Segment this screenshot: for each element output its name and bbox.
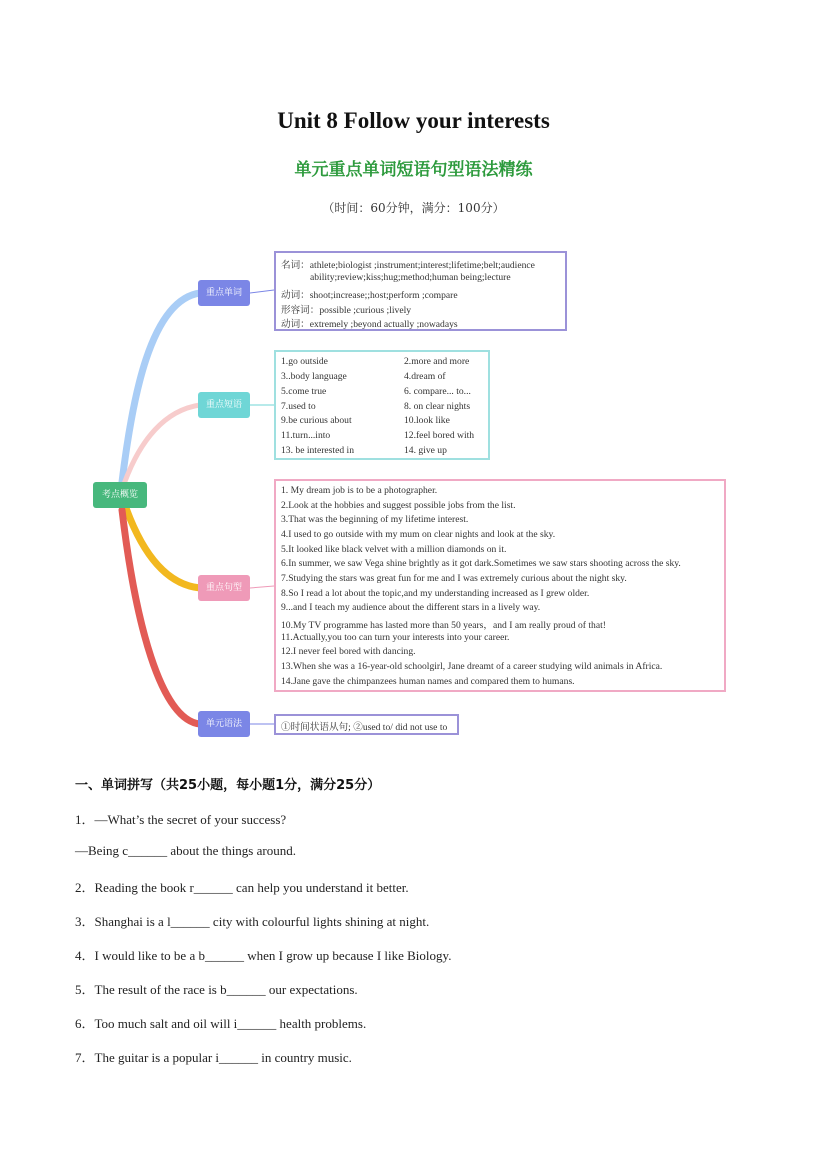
phrase-item: 10.look like xyxy=(404,415,450,426)
node-grammar: 单元语法 xyxy=(198,711,250,737)
page-subtitle: 单元重点单词短语句型语法精练 xyxy=(294,160,533,180)
time-info: （时间：60分钟，满分：100分） xyxy=(322,201,505,215)
phrase-item: 3..body language xyxy=(281,371,347,382)
sentence-item: 6.In summer, we saw Vega shine brightly as it got dark.Sometimes we saw stars shooting across the sky. xyxy=(281,558,681,569)
words-line: 动词：shoot;increase;;host;perform ;compare xyxy=(281,290,458,301)
grammar-box xyxy=(274,714,459,735)
node-key-sentences: 重点句型 xyxy=(198,575,250,601)
question-3: 3．Shanghai is a l______ city with colourful lights shining at night. xyxy=(75,914,430,929)
phrase-item: 8. on clear nights xyxy=(404,401,471,412)
sentence-item: 8.So I read a lot about the topic,and my understanding increased as I grew older. xyxy=(281,588,590,599)
sentence-item: 7.Studying the stars was great fun for me and I was extremely curious about the night sky. xyxy=(281,573,627,584)
key-words-box xyxy=(274,251,567,331)
question-1: 1．—What’s the secret of your success? xyxy=(75,812,287,827)
phrase-item: 7.used to xyxy=(281,401,316,412)
branch-phrases xyxy=(124,405,200,484)
sentence-item: 13.When she was a 16-year-old schoolgirl, Jane dreamt of a career studying wild animals in Africa. xyxy=(281,661,663,672)
phrase-item: 9.be curious about xyxy=(281,415,352,426)
sentence-item: 10.My TV programme has lasted more than 50 years，and I am really proud of that! xyxy=(281,620,606,631)
mindmap-root: 考点概览 xyxy=(93,482,147,508)
page-title: Unit 8 Follow your interests xyxy=(277,108,550,133)
question-6: 6．Too much salt and oil will i______ health problems. xyxy=(75,1016,367,1031)
sentence-item: 14.Jane gave the chimpanzees human names and compared them to humans. xyxy=(281,676,575,687)
branch-words xyxy=(122,293,200,482)
phrase-item: 14. give up xyxy=(404,445,447,456)
phrase-item: 11.turn...into xyxy=(281,430,331,441)
node-key-words: 重点单词 xyxy=(198,280,250,306)
branch-sentences xyxy=(126,508,200,588)
key-sentences-box xyxy=(274,479,726,692)
phrase-item: 1.go outside xyxy=(281,356,328,367)
branch-grammar xyxy=(122,510,200,724)
sentence-item: 1. My dream job is to be a photographer. xyxy=(281,485,438,496)
phrase-item: 4.dream of xyxy=(404,371,446,382)
words-line: 名词：athlete;biologist ;instrument;interest;lifetime;belt;audience xyxy=(281,260,535,271)
grammar-item: ①时间状语从句; ②used to/ did not use to xyxy=(281,722,448,733)
sentence-item: 9...and I teach my audience about the different stars in a lively way. xyxy=(281,602,541,613)
question-2: 2．Reading the book r______ can help you understand it better. xyxy=(75,880,409,895)
phrase-item: 6. compare... to... xyxy=(404,386,471,397)
sentence-item: 11.Actually,you too can turn your interests into your career. xyxy=(281,632,510,643)
sentence-item: 2.Look at the hobbies and suggest possible jobs from the list. xyxy=(281,500,516,511)
words-line: 形容词：possible ;curious ;lively xyxy=(281,305,412,316)
question-1-answer-line: —Being c______ about the things around. xyxy=(75,843,296,858)
phrase-item: 2.more and more xyxy=(404,356,470,367)
question-5: 5．The result of the race is b______ our expectations. xyxy=(75,982,358,997)
words-line: 动词：extremely ;beyond actually ;nowadays xyxy=(281,319,458,330)
node-key-phrases: 重点短语 xyxy=(198,392,250,418)
key-phrases-box xyxy=(274,350,490,460)
sentence-item: 4.I used to go outside with my mum on clear nights and look at the sky. xyxy=(281,529,556,540)
words-line: ability;review;kiss;hug;method;human being;lecture xyxy=(310,272,511,283)
phrase-item: 12.feel bored with xyxy=(404,430,475,441)
sentence-item: 5.It looked like black velvet with a million diamonds on it. xyxy=(281,544,507,555)
sentence-item: 3.That was the beginning of my lifetime interest. xyxy=(281,514,469,525)
sentence-item: 12.I never feel bored with dancing. xyxy=(281,646,416,657)
phrase-item: 5.come true xyxy=(281,386,327,397)
phrase-item: 13. be interested in xyxy=(281,445,354,456)
section-title: 一、单词拼写（共25小题，每小题1分，满分25分） xyxy=(75,778,381,793)
question-7: 7．The guitar is a popular i______ in country music. xyxy=(75,1050,352,1065)
question-4: 4．I would like to be a b______ when I grow up because I like Biology. xyxy=(75,948,452,963)
